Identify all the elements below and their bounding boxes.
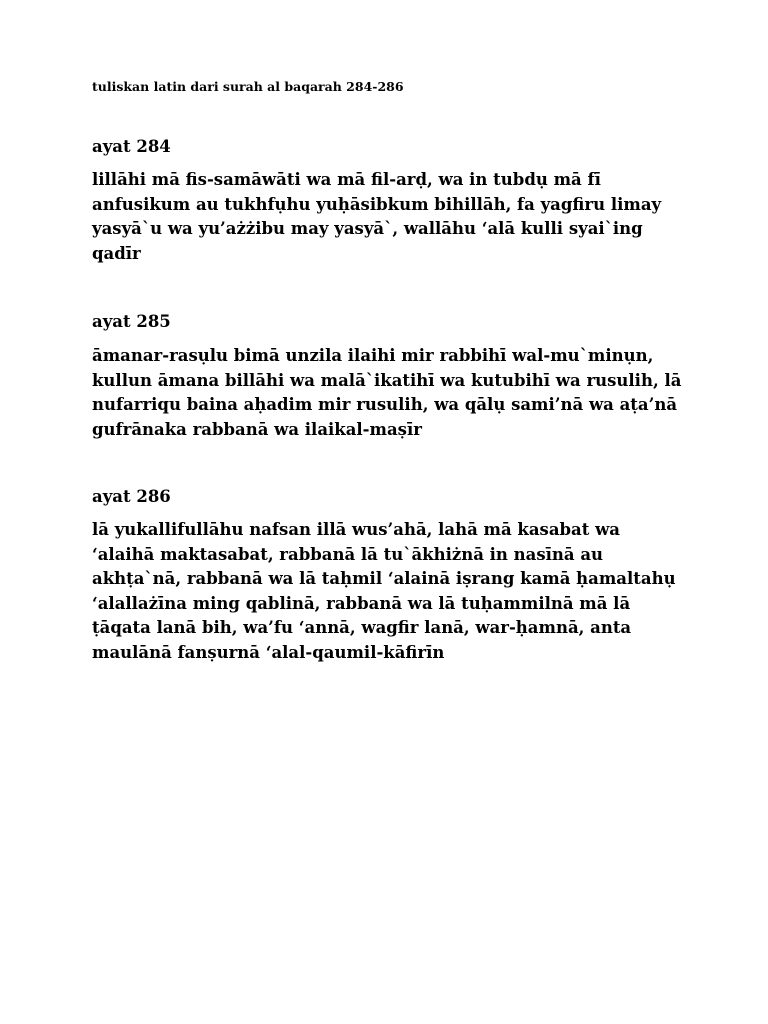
- verse-line: maulānā fanṣurnā ‘alal-qaumil-kāfirīn: [92, 642, 445, 662]
- verse-line: anfusikum au tukhfụhu yuḥāsibkum bihillāh, fa yagfiru limay: [92, 194, 662, 214]
- verse-line: yasyā`u wa yu’ażżibu may yasyā`, wallāhu ‘alā kulli syai`ing: [92, 219, 643, 238]
- verse-line: āmanar-rasụlu bimā unzila ilaihi mir rabbihī wal-mu`minụn,: [92, 346, 654, 365]
- verse-line: nufarriqu baina aḥadim mir rusulih, wa qālụ sami’nā wa aṭa’nā: [92, 395, 678, 414]
- verse-text-ayat-286: [92, 518, 692, 665]
- verse-line: akhṭa`nā, rabbanā wa lā taḥmil ‘alainā iṣrang kamā ḥamaltahụ: [92, 569, 676, 588]
- verse-line: lā yukallifullāhu nafsan illā wus’ahā, lahā mā kasabat wa: [92, 520, 620, 539]
- verse-line: ‘alallażīna ming qablinā, rabbanā wa lā tuḥammilnā mā lā: [92, 593, 631, 613]
- verse-text-ayat-285: [92, 344, 692, 442]
- verse-line: lillāhi mā fis-samāwāti wa mā fil-arḍ, wa in tubdụ mā fī: [92, 170, 601, 189]
- section-heading-ayat-285: ayat 285: [92, 312, 171, 331]
- verse-line: ‘alaihā maktasabat, rabbanā lā tu`ākhiżnā in nasīnā au: [92, 544, 604, 564]
- verse-line: qadīr: [92, 243, 141, 263]
- section-heading-ayat-286: ayat 286: [92, 487, 171, 506]
- document-title: tuliskan latin dari surah al baqarah 284-286: [92, 79, 404, 94]
- verse-line: gufrānaka rabbanā wa ilaikal-maṣīr: [92, 419, 422, 439]
- verse-text-ayat-284: [92, 168, 692, 266]
- verse-line: ṭāqata lanā bih, wa’fu ‘annā, wagfir lanā, war-ḥamnā, anta: [92, 618, 632, 637]
- verse-line: kullun āmana billāhi wa malā`ikatihī wa kutubihī wa rusulih, lā: [92, 370, 682, 390]
- section-heading-ayat-284: ayat 284: [92, 137, 171, 156]
